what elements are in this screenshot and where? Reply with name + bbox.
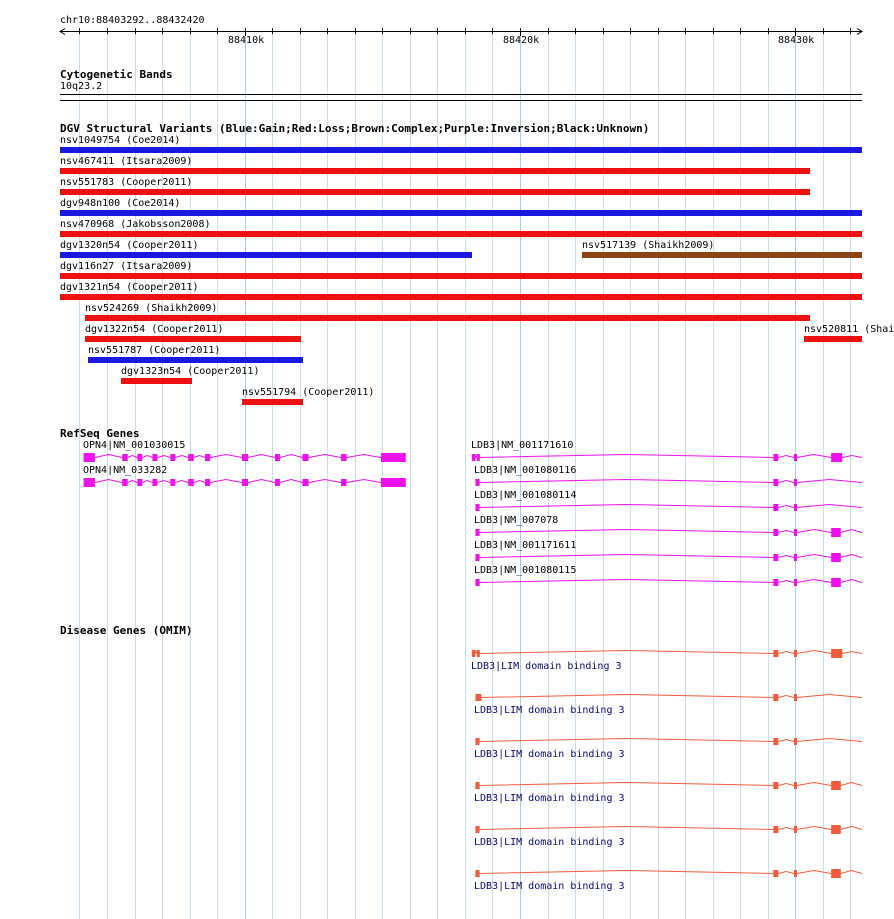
omim-exon	[475, 826, 479, 833]
refseq-intron	[480, 530, 774, 533]
omim-intron	[842, 652, 862, 654]
cytoband-track-title: Cytogenetic Bands	[60, 68, 173, 81]
dgv-variant-bar	[60, 147, 862, 153]
omim-intron	[778, 784, 794, 786]
refseq-exon	[341, 479, 347, 486]
dgv-variant-name: dgv1320n54	[60, 240, 121, 251]
refseq-intron	[841, 555, 862, 558]
omim-exon	[831, 781, 841, 790]
refseq-transcript-label: LDB3|NM_001080114	[474, 490, 577, 501]
refseq-intron	[475, 456, 476, 458]
refseq-intron	[175, 481, 188, 483]
omim-exon	[831, 869, 841, 878]
refseq-intron	[480, 455, 774, 458]
dgv-track-title: DGV Structural Variants (Blue:Gain;Red:Loss;Brown:Complex;Purple:Inversion;Black:Unknown)	[60, 122, 650, 135]
refseq-exon	[242, 479, 248, 486]
refseq-intron	[842, 456, 862, 458]
refseq-exon	[794, 454, 797, 461]
dgv-variant-name: nsv551783	[60, 177, 115, 188]
dgv-variant-name: nsv551787	[88, 345, 143, 356]
dgv-variant-name: nsv470968	[60, 219, 115, 230]
dgv-variant-bar	[60, 252, 472, 258]
omim-exon	[794, 782, 797, 789]
refseq-intron	[797, 455, 831, 458]
omim-exon	[475, 870, 479, 877]
refseq-intron	[248, 455, 275, 458]
refseq-track-title: RefSeq Genes	[60, 427, 140, 440]
dgv-variant-source: (Cooper2011)	[187, 366, 260, 377]
dgv-variant-source: (Cooper2011)	[148, 345, 221, 356]
refseq-transcript-label: LDB3|NM_007078	[474, 515, 559, 526]
refseq-exon	[84, 478, 95, 487]
refseq-exon	[275, 479, 280, 486]
omim-intron	[841, 783, 862, 786]
dgv-variant-name: nsv520811	[804, 324, 859, 335]
refseq-exon	[275, 454, 280, 461]
refseq-intron	[309, 480, 341, 483]
omim-intron	[797, 651, 831, 654]
dgv-variant-bar	[85, 336, 301, 342]
refseq-intron	[194, 456, 205, 458]
omim-exon	[794, 826, 797, 833]
omim-intron	[841, 827, 862, 830]
omim-intron	[475, 652, 476, 654]
dgv-variant-bar	[582, 252, 862, 258]
refseq-transcript-label: OPN4|NM_001030015	[83, 440, 186, 451]
refseq-intron	[480, 480, 774, 483]
omim-exon	[831, 825, 841, 834]
dgv-variant-bar	[60, 294, 862, 300]
refseq-intron	[309, 455, 341, 458]
dgv-variant-name: dgv1323n54	[121, 366, 182, 377]
refseq-exon	[831, 453, 842, 462]
dgv-variant-bar	[60, 210, 862, 216]
omim-exon	[773, 826, 778, 833]
refseq-exon	[475, 579, 479, 586]
dgv-variant-source: (Cooper2011)	[126, 240, 199, 251]
refseq-exon	[170, 454, 175, 461]
refseq-intron	[797, 480, 862, 483]
refseq-intron	[248, 480, 275, 483]
dgv-variant-bar	[60, 231, 862, 237]
refseq-exon	[122, 479, 128, 486]
dgv-variant-source: (Cooper2011)	[302, 387, 375, 398]
refseq-intron	[142, 456, 152, 458]
omim-intron	[480, 651, 774, 654]
refseq-transcript-label: OPN4|NM_033282	[83, 465, 168, 476]
dgv-variant-source: (Coe2014)	[126, 198, 181, 209]
ruler-tick-label: 88430k	[778, 35, 815, 46]
dgv-variant-source: (Cooper2011)	[126, 282, 199, 293]
refseq-intron	[797, 505, 862, 508]
omim-intron	[778, 740, 794, 742]
dgv-variant-bar	[85, 315, 810, 321]
ruler-tick-label: 88420k	[503, 35, 540, 46]
omim-intron	[778, 828, 794, 830]
refseq-transcript-label: LDB3|NM_001080116	[474, 465, 577, 476]
refseq-intron	[95, 455, 122, 458]
dgv-variant-source: (Cooper2011)	[151, 324, 224, 335]
refseq-intron	[480, 505, 774, 508]
omim-intron	[778, 652, 794, 654]
dgv-variant-source: (Shaikh2009)	[145, 303, 218, 314]
dgv-variant-source: (Itsara2009)	[120, 156, 193, 167]
refseq-intron	[128, 481, 138, 483]
refseq-intron	[210, 455, 242, 458]
cytoband-label: 10q23.2	[60, 81, 103, 92]
refseq-intron	[194, 481, 205, 483]
refseq-exon	[392, 453, 406, 462]
omim-exon	[773, 738, 778, 745]
refseq-exon	[341, 454, 347, 461]
refseq-exon	[794, 554, 797, 561]
omim-exon	[773, 694, 778, 701]
refseq-exon	[773, 579, 778, 586]
refseq-exon	[188, 454, 194, 461]
refseq-exon	[122, 454, 128, 461]
refseq-exon	[475, 504, 479, 511]
refseq-exon	[84, 453, 95, 462]
dgv-variant-name: dgv948n100	[60, 198, 121, 209]
dgv-variant-name: nsv524269	[85, 303, 140, 314]
refseq-intron	[778, 506, 794, 508]
dgv-variant-source: (Shai	[864, 324, 894, 335]
omim-intron	[480, 739, 774, 742]
refseq-intron	[280, 455, 303, 458]
dgv-variant-bar	[60, 273, 862, 279]
omim-intron	[778, 696, 794, 698]
refseq-exon	[773, 454, 778, 461]
refseq-exon	[152, 454, 157, 461]
refseq-intron	[280, 480, 303, 483]
refseq-exon	[794, 504, 797, 511]
refseq-intron	[778, 481, 794, 483]
dgv-variant-name: nsv467411	[60, 156, 115, 167]
dgv-variant-bar	[88, 357, 303, 363]
dgv-variant-bar	[60, 189, 810, 195]
refseq-intron	[480, 555, 774, 558]
dgv-variant-name: nsv1049754	[60, 135, 121, 146]
dgv-variant-bar	[121, 378, 192, 384]
omim-gene-label: LDB3|LIM domain binding 3	[474, 749, 625, 760]
refseq-intron	[841, 530, 862, 533]
refseq-intron	[157, 481, 170, 483]
omim-exon	[773, 870, 778, 877]
refseq-intron	[128, 456, 138, 458]
dgv-variant-bar	[804, 336, 862, 342]
omim-intron	[797, 695, 862, 698]
dgv-variant-name: nsv551794	[242, 387, 297, 398]
dgv-variant-name: dgv1321n54	[60, 282, 121, 293]
refseq-exon	[303, 479, 309, 486]
refseq-intron	[778, 531, 794, 533]
refseq-transcript-label: LDB3|NM_001171610	[471, 440, 574, 451]
refseq-exon	[475, 529, 479, 536]
dgv-variant-source: (Shaikh2009)	[642, 240, 715, 251]
refseq-exon	[831, 553, 841, 562]
region-label: chr10:88403292..88432420	[60, 15, 205, 26]
refseq-intron	[480, 580, 774, 583]
omim-intron	[480, 783, 774, 786]
refseq-exon	[475, 554, 479, 561]
refseq-transcript-label: LDB3|NM_001080115	[474, 565, 577, 576]
omim-intron	[480, 827, 774, 830]
ruler-tick-label: 88410k	[228, 35, 265, 46]
refseq-exon	[794, 579, 797, 586]
omim-exon	[477, 650, 480, 657]
dgv-variant-bar	[60, 168, 810, 174]
refseq-intron	[841, 580, 862, 583]
refseq-intron	[347, 480, 381, 483]
omim-intron	[797, 783, 831, 786]
refseq-exon	[152, 479, 157, 486]
dgv-variant-name: nsv517139	[582, 240, 637, 251]
refseq-intron	[778, 556, 794, 558]
dgv-variant-name: dgv1322n54	[85, 324, 146, 335]
refseq-intron	[778, 456, 794, 458]
dgv-variant-source: (Cooper2011)	[120, 177, 193, 188]
dgv-variant-bar	[242, 399, 303, 405]
dgv-variant-source: (Itsara2009)	[120, 261, 193, 272]
omim-exon	[794, 870, 797, 877]
omim-exon	[773, 782, 778, 789]
omim-track-title: Disease Genes (OMIM)	[60, 624, 193, 637]
refseq-exon	[794, 479, 797, 486]
refseq-intron	[347, 455, 381, 458]
omim-intron	[797, 739, 862, 742]
omim-exon	[475, 694, 481, 701]
omim-intron	[841, 871, 862, 874]
omim-exon	[475, 782, 479, 789]
refseq-exon	[773, 529, 778, 536]
omim-intron	[797, 871, 831, 874]
refseq-exon	[170, 479, 175, 486]
refseq-intron	[95, 480, 122, 483]
refseq-exon	[831, 578, 841, 587]
omim-gene-label: LDB3|LIM domain binding 3	[474, 705, 625, 716]
omim-intron	[480, 871, 774, 874]
omim-exon	[794, 650, 797, 657]
refseq-exon	[831, 528, 841, 537]
refseq-intron	[142, 481, 152, 483]
omim-intron	[797, 827, 831, 830]
omim-exon	[794, 694, 797, 701]
omim-gene-label: LDB3|LIM domain binding 3	[474, 837, 625, 848]
refseq-intron	[175, 456, 188, 458]
refseq-exon	[475, 479, 479, 486]
omim-gene-label: LDB3|LIM domain binding 3	[474, 881, 625, 892]
refseq-exon	[205, 479, 210, 486]
omim-exon	[831, 649, 842, 658]
refseq-exon	[472, 454, 476, 461]
refseq-exon	[794, 529, 797, 536]
refseq-exon	[381, 453, 392, 462]
omim-intron	[778, 872, 794, 874]
refseq-intron	[157, 456, 170, 458]
refseq-exon	[773, 554, 778, 561]
dgv-variant-source: (Coe2014)	[126, 135, 181, 146]
refseq-exon	[477, 454, 480, 461]
omim-gene-label: LDB3|LIM domain binding 3	[474, 793, 625, 804]
refseq-exon	[381, 478, 406, 487]
refseq-intron	[778, 581, 794, 583]
refseq-exon	[303, 454, 309, 461]
omim-gene-label: LDB3|LIM domain binding 3	[471, 661, 622, 672]
refseq-intron	[797, 530, 831, 533]
refseq-exon	[773, 479, 778, 486]
refseq-exon	[137, 479, 142, 486]
omim-exon	[773, 650, 778, 657]
omim-exon	[472, 650, 476, 657]
refseq-exon	[773, 504, 778, 511]
omim-intron	[481, 695, 773, 698]
refseq-exon	[188, 479, 194, 486]
refseq-intron	[797, 555, 831, 558]
omim-exon	[475, 738, 479, 745]
refseq-exon	[242, 454, 248, 461]
refseq-exon	[137, 454, 142, 461]
refseq-intron	[210, 480, 242, 483]
refseq-exon	[205, 454, 210, 461]
refseq-transcript-label: LDB3|NM_001171611	[474, 540, 577, 551]
omim-exon	[794, 738, 797, 745]
dgv-variant-source: (Jakobsson2008)	[120, 219, 211, 230]
dgv-variant-name: dgv116n27	[60, 261, 115, 272]
refseq-intron	[797, 580, 831, 583]
